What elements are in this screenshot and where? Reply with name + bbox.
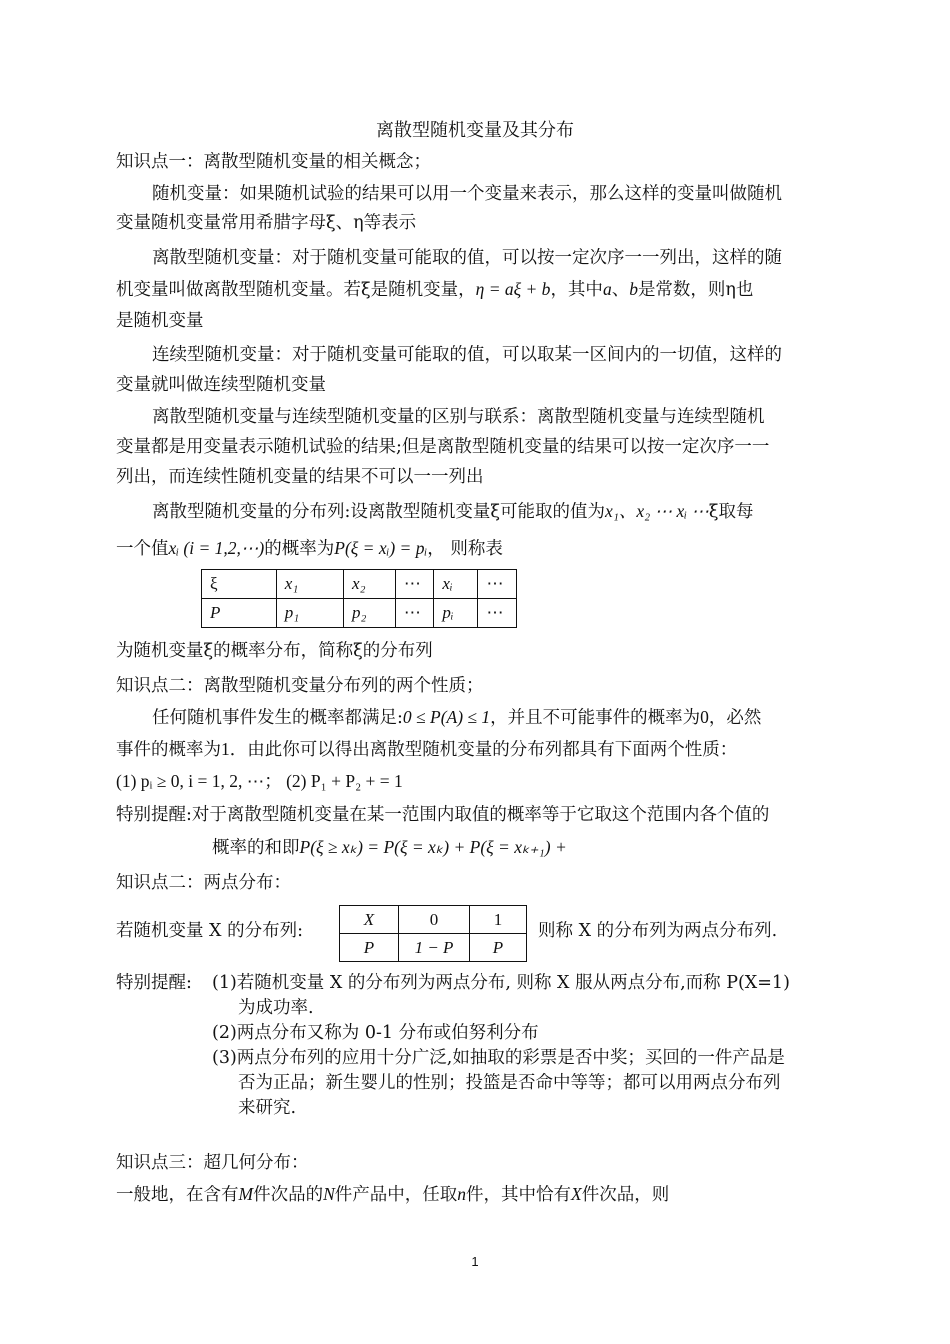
property-text: 任何随机事件发生的概率都满足: <box>152 708 403 728</box>
variable-X: X <box>571 1184 582 1204</box>
tip-item-1-line-1: (1)若随机变量 X 的分布列为两点分布, 则称 X 服从两点分布,而称 P(X=1) <box>212 973 790 993</box>
table-cell: xᵢ <box>434 570 478 599</box>
distribution-text: ξ取每 <box>708 502 754 522</box>
difference-line-2: 变量都是用变量表示随机试验的结果;但是离散型随机变量的结果可以按一定次序一一 <box>116 437 770 457</box>
table-row <box>340 906 527 934</box>
section-heading-4: 知识点三：超几何分布： <box>116 1153 309 1173</box>
hyper-text: 件产品中，任取 <box>334 1185 458 1205</box>
table-cell: p₂ <box>344 599 396 628</box>
drv-definition-line-1: 离散型随机变量：对于随机变量可能取的值，可以按一定次序一一列出，这样的随 <box>152 248 782 268</box>
difference-line-3: 列出，而连续性随机变量的结果不可以一一列出 <box>116 467 484 487</box>
table-cell: P <box>202 599 277 628</box>
table-cell: ⋯ <box>395 570 434 599</box>
tip-item-1-line-2: 为成功率. <box>238 998 314 1018</box>
page-number: 1 <box>471 1254 479 1269</box>
range-probability-formula: P(ξ ≥ xₖ) = P(ξ = xₖ) + P(ξ = xₖ₊₁) + <box>299 837 567 857</box>
tip-item-3-line-3: 来研究. <box>238 1098 297 1118</box>
table-cell: P <box>470 934 527 962</box>
linear-transform-formula: η = aξ + b <box>475 279 551 299</box>
crv-definition-line-1: 连续型随机变量：对于随机变量可能取的值，可以取某一区间内的一切值，这样的 <box>152 345 782 365</box>
hypergeometric-line-1 <box>116 1181 846 1208</box>
drv-definition-line-3: 是随机变量 <box>116 311 204 331</box>
tip-line-1: 特别提醒:对于离散型随机变量在某一范围内取值的概率等于它取这个范围内各个值的 <box>116 805 770 825</box>
table-cell: 0 <box>399 906 470 934</box>
section-heading-3: 知识点二：两点分布： <box>116 873 291 893</box>
probability-formula: P(ξ = xᵢ) = pᵢ <box>334 538 428 558</box>
table-cell: X <box>340 906 399 934</box>
value-index-formula: xᵢ (i = 1,2,⋯) <box>168 538 265 558</box>
tip-line-2 <box>212 834 846 861</box>
drv-text: 、 <box>611 280 630 300</box>
constant-b: b <box>629 279 638 299</box>
variable-n: n <box>457 1184 467 1204</box>
table-cell: ξ <box>202 570 277 599</box>
crv-definition-line-2: 变量就叫做连续型随机变量 <box>116 375 326 395</box>
distribution-text: 的概率为 <box>264 539 335 559</box>
table-cell: p₁ <box>276 599 343 628</box>
tip-item-3-line-2: 否为正品；新生婴儿的性别；投篮是否命中等等；都可以用两点分布列 <box>238 1073 781 1093</box>
tip-text: 概率的和即 <box>212 838 300 858</box>
section-heading-1: 知识点一：离散型随机变量的相关概念； <box>116 152 431 172</box>
table-row <box>340 934 527 962</box>
tip-label: 特别提醒: <box>116 973 192 993</box>
section-heading-2: 知识点二：离散型随机变量分布列的两个性质； <box>116 676 484 696</box>
difference-line-1: 离散型随机变量与连续型随机变量的区别与联系：离散型随机变量与连续型随机 <box>152 407 765 427</box>
property-2-formula: (2) P₁ + P₂ + = 1 <box>286 771 403 791</box>
property-text: ，必然 <box>708 708 762 728</box>
two-point-tail: 则称 X 的分布列为两点分布列. <box>538 921 778 941</box>
drv-text: ，其中 <box>550 280 603 300</box>
one-value: 1 <box>221 739 230 759</box>
probability-bound-formula: 0 ≤ P(A) ≤ 1 <box>402 707 491 727</box>
hyper-text: 件，其中恰有 <box>466 1185 572 1205</box>
zero-value: 0 <box>700 707 709 727</box>
drv-text: 机变量叫做离散型随机变量。若ξ是随机变量， <box>116 280 476 300</box>
drv-text: 是常数，则η也 <box>637 280 754 300</box>
table-cell: 1 <box>470 906 527 934</box>
distribution-text: ， 则称表 <box>427 539 503 559</box>
distribution-table <box>201 569 517 628</box>
table-cell: pᵢ <box>434 599 478 628</box>
property-line-1 <box>152 704 846 731</box>
property-line-3 <box>116 768 846 794</box>
table-cell: P <box>340 934 399 962</box>
hyper-text: 一般地，在含有 <box>116 1185 239 1205</box>
table-row <box>202 570 517 599</box>
table-cell: ⋯ <box>478 570 517 599</box>
distribution-text: 一个值 <box>116 539 169 559</box>
page-title: 离散型随机变量及其分布 <box>376 120 574 141</box>
table-row <box>202 599 517 628</box>
distribution-line-1 <box>152 498 846 525</box>
variable-N: N <box>323 1184 335 1204</box>
table-cell: 1 − P <box>399 934 470 962</box>
table-cell: x₁ <box>276 570 343 599</box>
table-cell: ⋯ <box>395 599 434 628</box>
values-formula: x₁、x₂ ⋯ xᵢ ⋯ <box>605 501 709 521</box>
hyper-text: 件次品，则 <box>581 1185 670 1205</box>
tip-item-2: (2)两点分布又称为 0-1 分布或伯努利分布 <box>212 1023 539 1043</box>
property-text: ．由此你可以得出离散型随机变量的分布列都具有下面两个性质： <box>229 740 738 760</box>
drv-definition-line-2 <box>116 276 846 303</box>
property-separator: ； <box>264 771 282 791</box>
table-cell: x₂ <box>344 570 396 599</box>
table-cell: ⋯ <box>478 599 517 628</box>
property-line-2 <box>116 736 846 763</box>
after-table-text: 为随机变量ξ的概率分布，简称ξ的分布列 <box>116 641 433 661</box>
property-1-formula: (1) pᵢ ≥ 0, i = 1, 2, ⋯ <box>116 771 265 791</box>
rv-definition-line-1: 随机变量：如果随机试验的结果可以用一个变量来表示，那么这样的变量叫做随机 <box>152 184 782 204</box>
hyper-text: 件次品的 <box>253 1185 324 1205</box>
variable-M: M <box>238 1184 254 1204</box>
two-point-table <box>339 905 527 962</box>
property-text: ，并且不可能事件的概率为 <box>490 708 701 728</box>
constant-a: a <box>602 279 612 299</box>
tip-item-3-line-1: (3)两点分布列的应用十分广泛,如抽取的彩票是否中奖；买回的一件产品是 <box>212 1048 785 1068</box>
two-point-lead: 若随机变量 X 的分布列: <box>116 921 303 941</box>
rv-definition-line-2: 变量随机变量常用希腊字母ξ、η等表示 <box>116 213 417 233</box>
distribution-text: 离散型随机变量的分布列:设离散型随机变量ξ可能取的值为 <box>152 502 606 522</box>
distribution-line-2 <box>116 535 846 562</box>
property-text: 事件的概率为 <box>116 740 221 760</box>
